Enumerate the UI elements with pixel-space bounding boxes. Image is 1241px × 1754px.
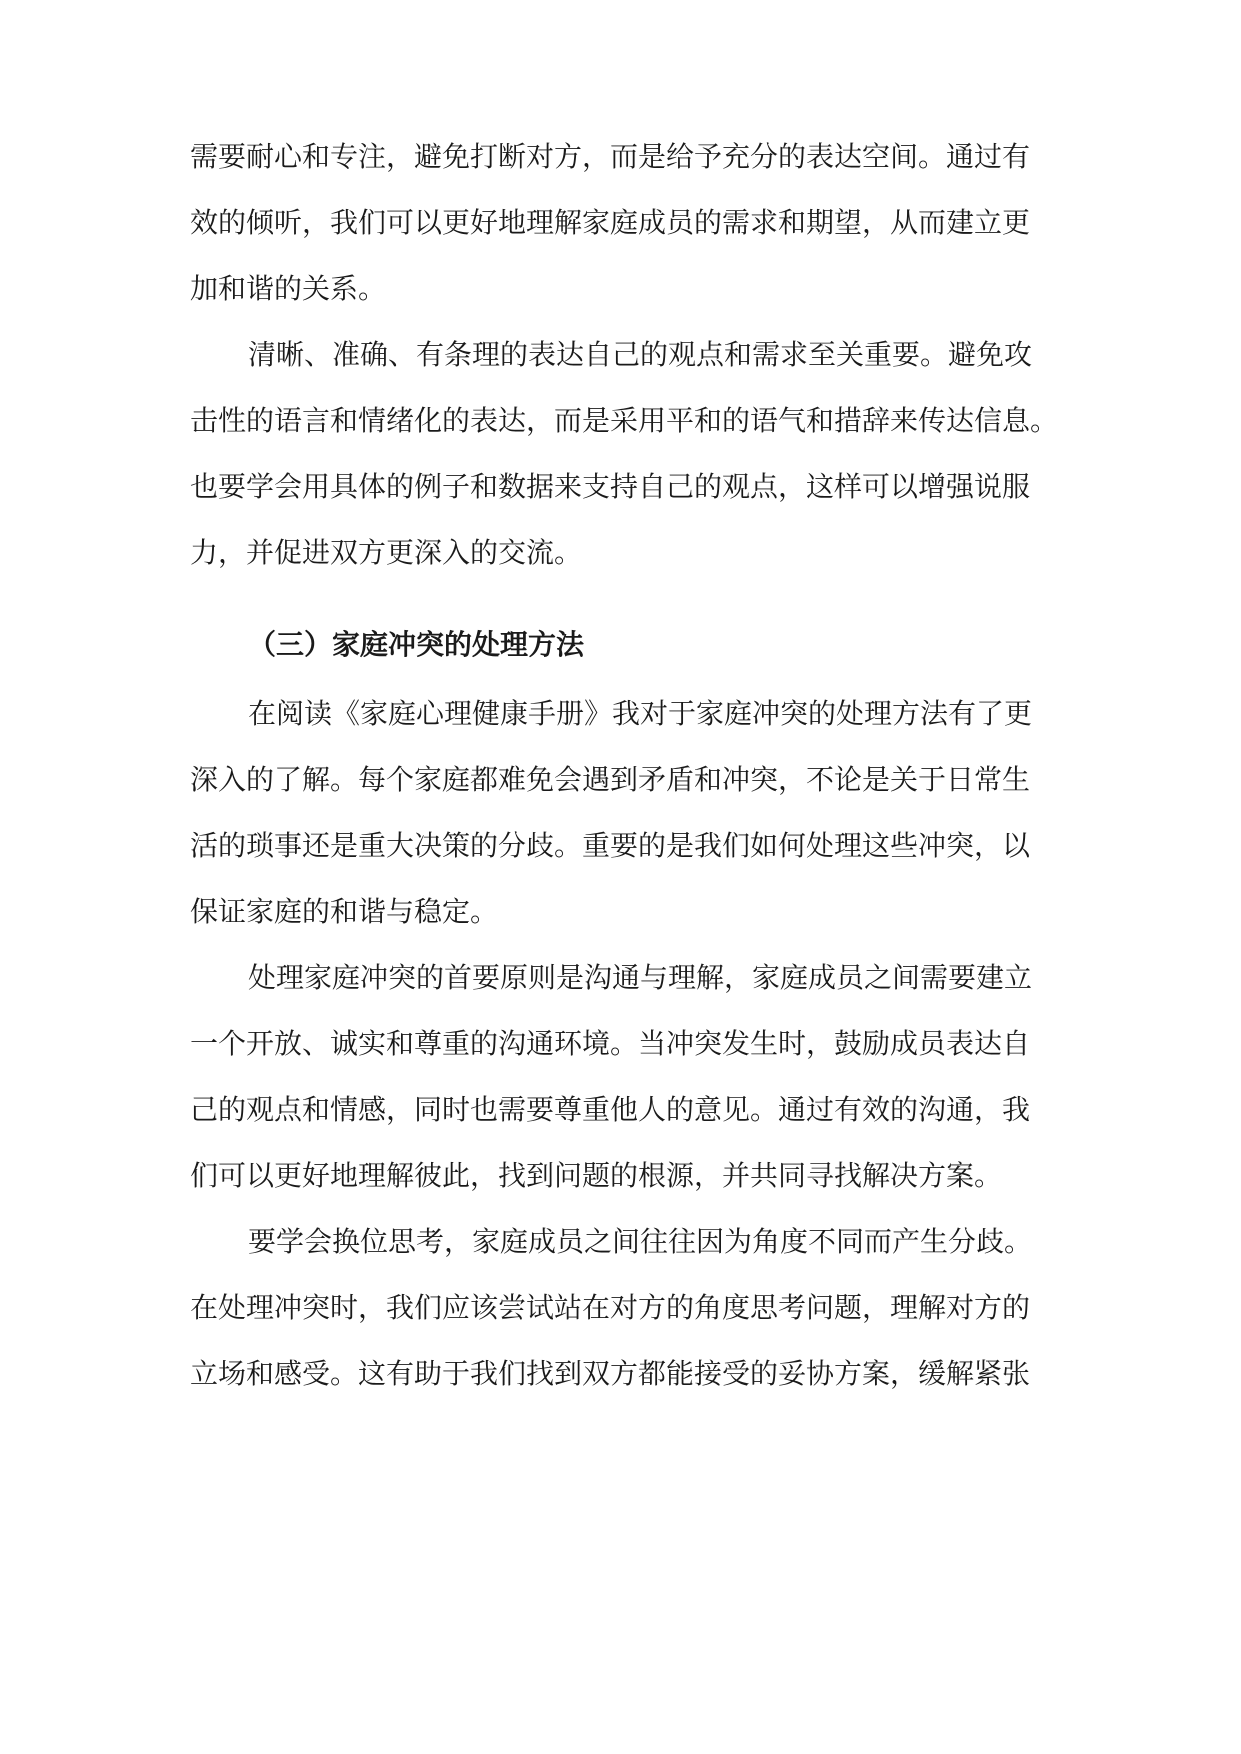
paragraph-4-line-1: 处理家庭冲突的首要原则是沟通与理解，家庭成员之间需要建立 [248,961,1033,994]
paragraph-3-line-2: 深入的了解。每个家庭都难免会遇到矛盾和冲突，不论是关于日常生 [190,763,1031,796]
paragraph-1-line-3: 加和谐的关系。 [190,272,387,305]
paragraph-5-line-2: 在处理冲突时，我们应该尝试站在对方的角度思考问题，理解对方的 [190,1291,1031,1324]
paragraph-3-line-1: 在阅读《家庭心理健康手册》我对于家庭冲突的处理方法有了更 [248,697,1033,730]
paragraph-1-line-1: 需要耐心和专注，避免打断对方，而是给予充分的表达空间。通过有 [190,140,1031,173]
paragraph-2-line-3: 也要学会用具体的例子和数据来支持自己的观点，这样可以增强说服 [190,470,1031,503]
paragraph-5-line-1: 要学会换位思考，家庭成员之间往往因为角度不同而产生分歧。 [248,1225,1033,1258]
paragraph-4-line-4: 们可以更好地理解彼此，找到问题的根源，并共同寻找解决方案。 [190,1159,1003,1192]
section-heading: （三）家庭冲突的处理方法 [248,628,585,661]
paragraph-4-line-3: 己的观点和情感，同时也需要尊重他人的意见。通过有效的沟通，我 [190,1093,1031,1126]
paragraph-1-line-2: 效的倾听，我们可以更好地理解家庭成员的需求和期望，从而建立更 [190,206,1031,239]
paragraph-2-line-1: 清晰、准确、有条理的表达自己的观点和需求至关重要。避免攻 [248,338,1033,371]
paragraph-4-line-2: 一个开放、诚实和尊重的沟通环境。当冲突发生时，鼓励成员表达自 [190,1027,1031,1060]
paragraph-3-line-4: 保证家庭的和谐与稳定。 [190,895,499,928]
paragraph-2-line-2: 击性的语言和情绪化的表达，而是采用平和的语气和措辞来传达信息。 [190,404,1059,437]
paragraph-3-line-3: 活的琐事还是重大决策的分歧。重要的是我们如何处理这些冲突，以 [190,829,1031,862]
paragraph-5-line-3: 立场和感受。这有助于我们找到双方都能接受的妥协方案，缓解紧张 [190,1357,1031,1390]
paragraph-2-line-4: 力，并促进双方更深入的交流。 [190,536,583,569]
